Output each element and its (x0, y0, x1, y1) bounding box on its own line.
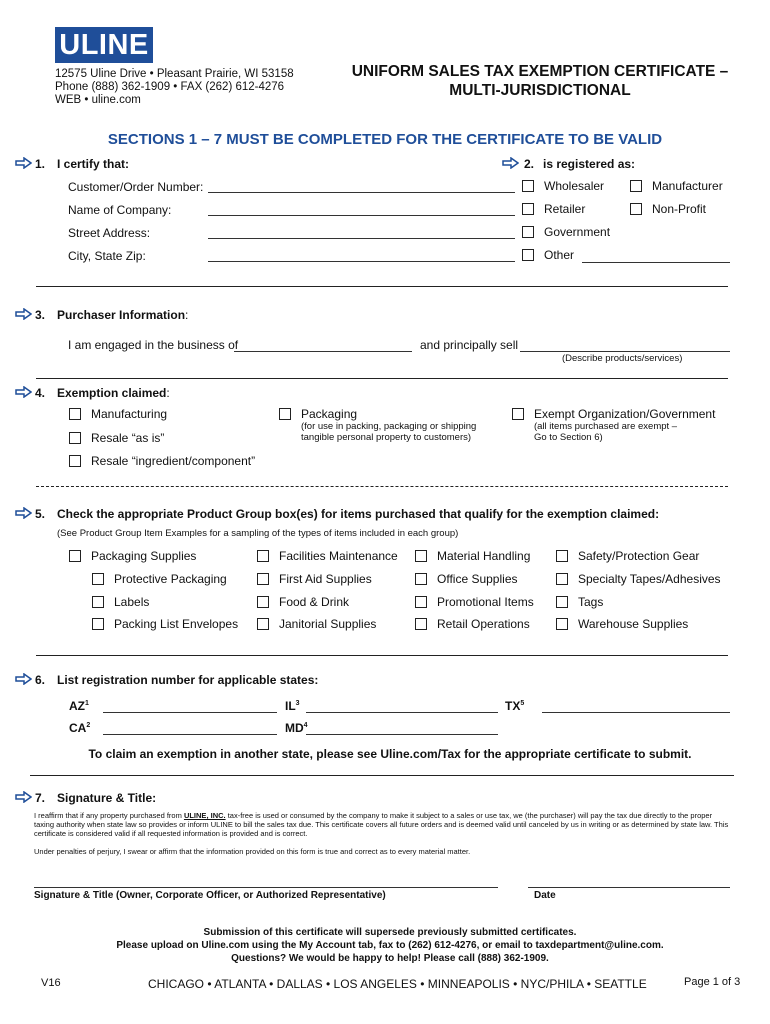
section4-heading-text: Exemption claimed (57, 386, 167, 400)
specialty-tapes-label: Specialty Tapes/Adhesives (578, 572, 721, 586)
section3-heading (57, 308, 188, 322)
products-services-field[interactable] (520, 351, 730, 352)
retail-operations-label: Retail Operations (437, 617, 530, 631)
right-arrow-icon (15, 791, 32, 803)
ca-footnote: 2 (86, 722, 91, 729)
exempt-organization-checkbox[interactable] (512, 408, 524, 420)
uline-logo: ULINE (55, 27, 153, 63)
food-drink-label: Food & Drink (279, 595, 350, 609)
il-footnote: 3 (295, 700, 300, 707)
submission-notice (0, 926, 770, 965)
non-profit-checkbox[interactable] (630, 203, 642, 215)
form-title (320, 62, 760, 100)
government-label: Government (544, 225, 611, 239)
city-state-zip-field[interactable] (208, 261, 515, 262)
section1-number: 1. (35, 157, 46, 171)
section3-heading-text: Purchaser Information (57, 308, 186, 322)
tx-registration-field[interactable] (542, 712, 730, 713)
janitorial-supplies-checkbox[interactable] (257, 618, 269, 630)
tags-label: Tags (578, 595, 604, 609)
company-address (55, 68, 294, 107)
section3-colon: : (185, 308, 189, 322)
office-supplies-label: Office Supplies (437, 572, 518, 586)
il-registration-field[interactable] (306, 712, 498, 713)
wholesaler-checkbox[interactable] (522, 180, 534, 192)
il-label (285, 699, 300, 713)
tx-footnote: 5 (520, 700, 525, 707)
section5-heading: Check the appropriate Product Group box(es) for items purchased that qualify for the exemption claimed: (57, 507, 660, 521)
other-checkbox[interactable] (522, 249, 534, 261)
manufacturer-label: Manufacturer (652, 179, 723, 193)
section3-number: 3. (35, 308, 46, 322)
resale-as-is-checkbox[interactable] (69, 432, 81, 444)
az-footnote: 1 (85, 700, 89, 707)
section6-number: 6. (35, 673, 46, 687)
version-label: V16 (41, 977, 61, 989)
material-handling-checkbox[interactable] (415, 550, 427, 562)
labels-checkbox[interactable] (92, 596, 104, 608)
sections-banner: SECTIONS 1 – 7 MUST BE COMPLETED FOR THE CERTIFICATE TO BE VALID (107, 131, 663, 148)
submission-line-3: Questions? We would be happy to help! Please call (888) 362-1909. (231, 953, 549, 964)
dashed-divider (36, 486, 728, 487)
city-state-zip-label: City, State Zip: (68, 249, 146, 263)
section5-note: (See Product Group Item Examples for a sampling of the types of items included in each group) (57, 528, 459, 539)
az-code: AZ (69, 699, 85, 713)
section2-heading: is registered as: (543, 157, 636, 171)
date-label: Date (534, 890, 556, 901)
ca-code: CA (69, 721, 87, 735)
form-title-line-2: MULTI-JURISDICTIONAL (449, 82, 631, 99)
tx-label (505, 699, 524, 713)
office-supplies-checkbox[interactable] (415, 573, 427, 585)
describe-products-hint: (Describe products/services) (562, 353, 683, 364)
section4-number: 4. (35, 386, 46, 400)
principally-sell-label: and principally sell (420, 338, 519, 352)
promotional-items-checkbox[interactable] (415, 596, 427, 608)
safety-protection-gear-checkbox[interactable] (556, 550, 568, 562)
specialty-tapes-checkbox[interactable] (556, 573, 568, 585)
right-arrow-icon (15, 507, 32, 519)
packaging-label: Packaging (301, 407, 358, 421)
section1-heading: I certify that: (57, 157, 130, 171)
divider (36, 655, 728, 656)
engaged-in-business-label: I am engaged in the business of (68, 338, 239, 352)
government-checkbox[interactable] (522, 226, 534, 238)
packaging-note-line-1: (for use in packing, packaging or shipping (301, 421, 477, 432)
company-name-field[interactable] (208, 215, 515, 216)
section4-heading (57, 386, 170, 400)
signature-field[interactable] (34, 887, 498, 888)
right-arrow-icon (15, 157, 32, 169)
street-address-label: Street Address: (68, 226, 151, 240)
reaffirm-paragraph (34, 811, 734, 838)
section6-heading: List registration number for applicable states: (57, 673, 319, 687)
md-code: MD (285, 721, 304, 735)
right-arrow-icon (502, 157, 519, 169)
first-aid-supplies-checkbox[interactable] (257, 573, 269, 585)
az-registration-field[interactable] (103, 712, 277, 713)
manufacturing-checkbox[interactable] (69, 408, 81, 420)
page-number: Page 1 of 3 (684, 976, 741, 988)
retailer-checkbox[interactable] (522, 203, 534, 215)
section7-heading: Signature & Title: (57, 791, 157, 805)
divider (30, 775, 734, 776)
other-state-claim-note: To claim an exemption in another state, please see Uline.com/Tax for the appropriate certificate to submit. (88, 747, 692, 761)
submission-line-1: Submission of this certificate will supersede previously submitted certificates. (203, 927, 577, 938)
address-line-2: Phone (888) 362-1909 • FAX (262) 612-4276 (55, 81, 285, 93)
exempt-note-line-1: (all items purchased are exempt – (534, 421, 678, 432)
other-field[interactable] (582, 262, 730, 263)
resale-as-is-label: Resale “as is” (91, 431, 165, 445)
protective-packaging-checkbox[interactable] (92, 573, 104, 585)
packaging-note-line-2: tangible personal property to customers) (301, 432, 472, 443)
ca-registration-field[interactable] (103, 734, 277, 735)
manufacturing-label: Manufacturing (91, 407, 168, 421)
tx-code: TX (505, 699, 521, 713)
exempt-note-line-2: Go to Section 6) (534, 432, 603, 443)
md-footnote: 4 (303, 722, 308, 729)
protective-packaging-label: Protective Packaging (114, 572, 227, 586)
exempt-organization-label: Exempt Organization/Government (534, 407, 716, 421)
md-label (285, 721, 308, 735)
packing-list-envelopes-label: Packing List Envelopes (114, 617, 239, 631)
customer-order-number-label: Customer/Order Number: (68, 180, 204, 194)
company-name-label: Name of Company: (68, 203, 172, 217)
non-profit-label: Non-Profit (652, 202, 707, 216)
janitorial-supplies-label: Janitorial Supplies (279, 617, 377, 631)
packing-list-envelopes-checkbox[interactable] (92, 618, 104, 630)
right-arrow-icon (15, 308, 32, 320)
tags-checkbox[interactable] (556, 596, 568, 608)
safety-protection-gear-label: Safety/Protection Gear (578, 549, 700, 563)
az-label (69, 699, 89, 713)
cities-list: CHICAGO • ATLANTA • DALLAS • LOS ANGELES • MINNEAPOLIS • NYC/PHILA • SEATTLE (148, 977, 647, 991)
reaffirm-text-b: tax-free is used or consumed by the company to make it subject to a sales or use tax, we (the purchaser) will pay the tax due directly to the proper taxing authority when state law so provides or inform ULINE to bill the sales tax due. This certificate covers all future orders and is deemed valid until canceled by us in writing or as determined by state law. This certificate is considered valid if all requested information is provided and is correct. (34, 811, 729, 838)
section4-colon: : (166, 386, 170, 400)
signature-title-label: Signature & Title (Owner, Corporate Officer, or Authorized Representative) (34, 890, 386, 901)
packaging-supplies-label: Packaging Supplies (91, 549, 197, 563)
customer-order-number-field[interactable] (208, 192, 515, 193)
material-handling-label: Material Handling (437, 549, 531, 563)
section2-number: 2. (524, 157, 535, 171)
warehouse-supplies-checkbox[interactable] (556, 618, 568, 630)
packaging-note (301, 421, 476, 443)
form-title-line-1: UNIFORM SALES TAX EXEMPTION CERTIFICATE – (351, 63, 729, 80)
divider (36, 378, 728, 379)
business-type-field[interactable] (234, 351, 412, 352)
md-registration-field[interactable] (306, 734, 498, 735)
food-drink-checkbox[interactable] (257, 596, 269, 608)
right-arrow-icon (15, 386, 32, 398)
manufacturer-checkbox[interactable] (630, 180, 642, 192)
reaffirm-text-a: I reaffirm that if any property purchased from (34, 811, 184, 820)
submission-line-2: Please upload on Uline.com using the My Account tab, fax to (262) 612-4276, or email to taxdepartment@uline.com. (116, 940, 664, 951)
divider (36, 286, 728, 287)
address-line-3: WEB • uline.com (55, 94, 141, 106)
packaging-checkbox[interactable] (279, 408, 291, 420)
facilities-maintenance-label: Facilities Maintenance (279, 549, 398, 563)
retail-operations-checkbox[interactable] (415, 618, 427, 630)
other-label: Other (544, 248, 575, 262)
section5-number: 5. (35, 507, 46, 521)
first-aid-supplies-label: First Aid Supplies (279, 572, 372, 586)
il-code: IL (285, 699, 296, 713)
resale-ingredient-label: Resale “ingredient/component” (91, 454, 256, 468)
uline-inc-name: ULINE, INC. (183, 811, 226, 820)
promotional-items-label: Promotional Items (437, 595, 534, 609)
right-arrow-icon (15, 673, 32, 685)
labels-label: Labels (114, 595, 150, 609)
facilities-maintenance-checkbox[interactable] (257, 550, 269, 562)
exempt-organization-note (534, 421, 677, 443)
packaging-supplies-checkbox[interactable] (69, 550, 81, 562)
section7-number: 7. (35, 791, 46, 805)
street-address-field[interactable] (208, 238, 515, 239)
ca-label (69, 721, 90, 735)
perjury-statement: Under penalties of perjury, I swear or affirm that the information provided on this form is true and correct as to every material matter. (34, 847, 471, 856)
date-field[interactable] (528, 887, 730, 888)
address-line-1: 12575 Uline Drive • Pleasant Prairie, WI 53158 (55, 68, 294, 80)
retailer-label: Retailer (544, 202, 586, 216)
warehouse-supplies-label: Warehouse Supplies (578, 617, 689, 631)
wholesaler-label: Wholesaler (544, 179, 605, 193)
resale-ingredient-checkbox[interactable] (69, 455, 81, 467)
